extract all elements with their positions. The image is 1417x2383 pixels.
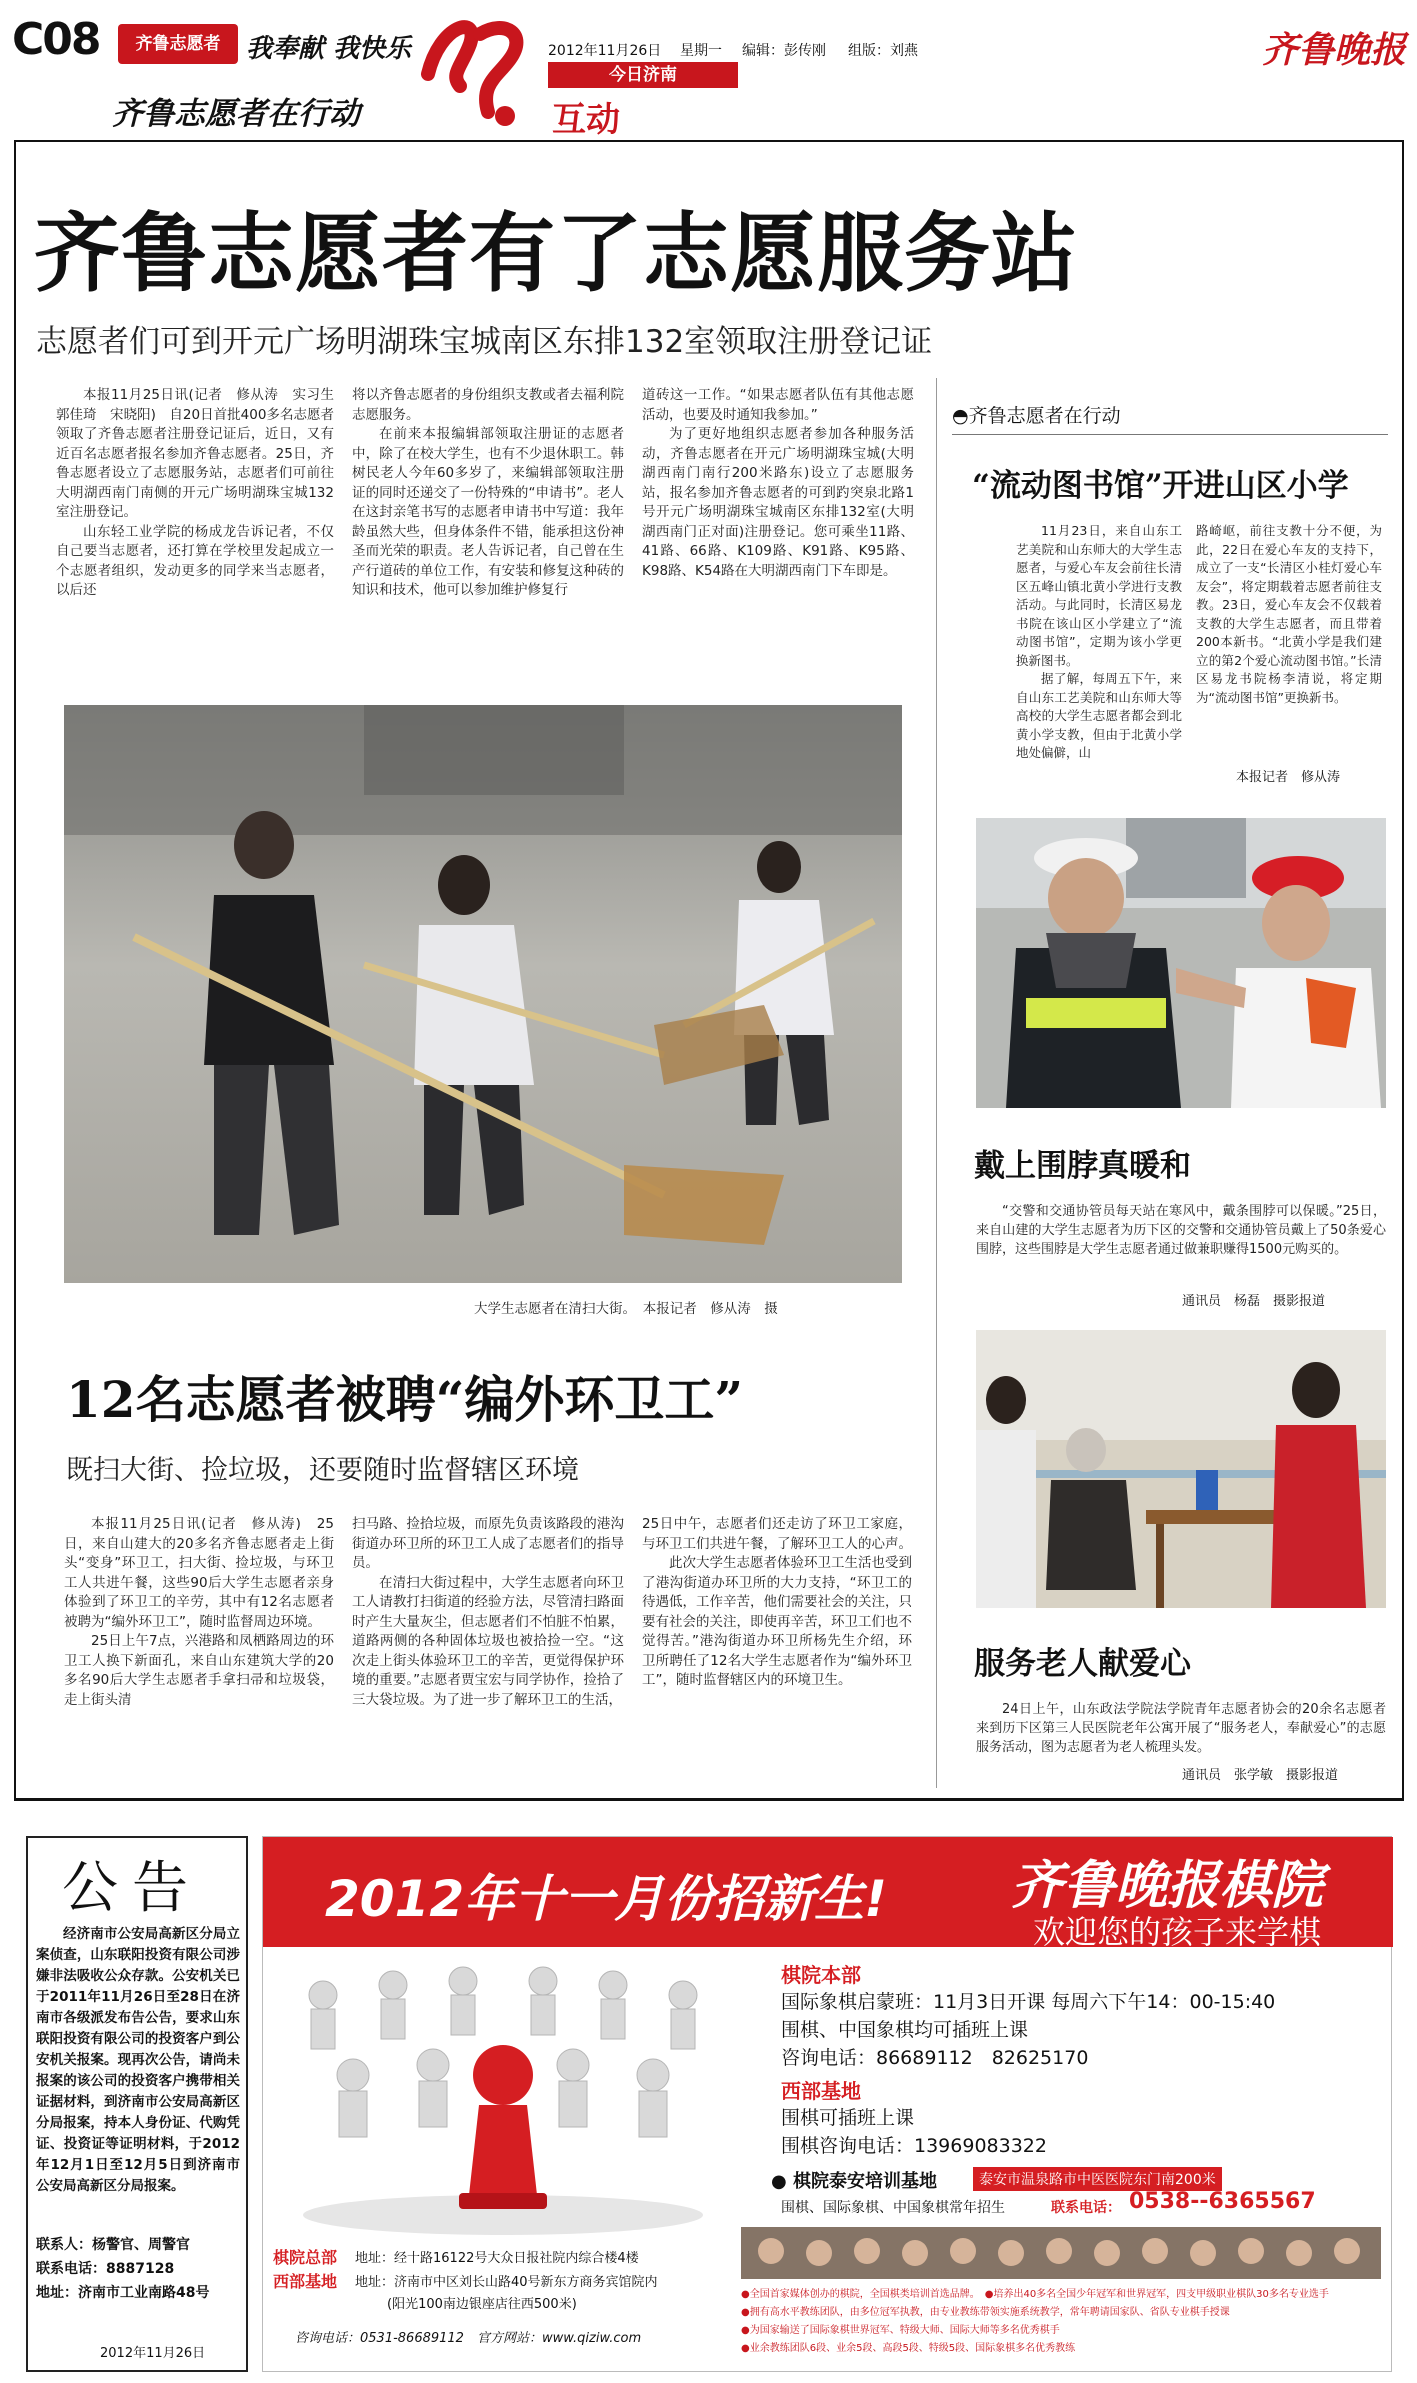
footer-west-address-2: (阳光100南边银座店往西500米) <box>387 2297 577 2312</box>
frame-bottom-rule <box>14 1798 1404 1801</box>
paragraph: 为了更好地组织志愿者参加各种服务活动，齐鲁志愿者在开元广场明湖珠宝城(大明湖西南门南行200米路东)设立了志愿服务站，报名参加齐鲁志愿者的可到趵突泉北路1号开元广场明湖珠宝城南区东排132室(大明湖西南门正对面)注册登记。您可乘坐11路、41路、66路、K109路、K91路、K95路、K98路、K54路在大明湖西南门下车即是。 <box>642 426 914 579</box>
paragraph: 据了解，每周五下午，来自山东工艺美院和山东师大等高校的大学生志愿者都会到北黄小学支教，但由于北黄小学地处偏僻，山 <box>1016 671 1182 760</box>
slogan: 我奉献 我快乐 <box>246 34 412 64</box>
traffic-police-illustration <box>976 818 1386 1108</box>
ad-bullet-4: ●业余教练团队6段、业余5段、高段5段、特级5段、国际象棋多名优秀教练 <box>741 2343 1076 2354</box>
ad-tagline: 欢迎您的孩子来学棋 <box>1033 1913 1322 1951</box>
frame-right-rule <box>1402 140 1404 1800</box>
lead-column-1 <box>56 386 348 666</box>
elderly-photo <box>976 1330 1386 1608</box>
paragraph: 24日上午，山东政法学院法学院青年志愿者协会的20余名志愿者来到历下区第三人民医院老年公寓开展了“服务老人，奉献爱心”的志愿服务活动，图为志愿者为老人梳理头发。 <box>976 1702 1386 1755</box>
second-column-1 <box>64 1515 334 1787</box>
page-number: C08 <box>12 14 100 65</box>
weekday: 星期一 <box>680 43 722 59</box>
second-column-2 <box>352 1515 624 1787</box>
hq-line-3: 咨询电话：86689112 82625170 <box>781 2047 1089 2069</box>
issue-date: 2012年11月26日 <box>548 43 662 59</box>
notice-date: 2012年11月26日 <box>100 2346 206 2361</box>
taian-phone-label: 联系电话： <box>1051 2200 1121 2216</box>
hq-line-1: 国际象棋启蒙班：11月3日开课 每周六下午14：00-15:40 <box>781 1991 1276 2013</box>
notice-contact: 联系人：杨警官、周警官 <box>36 2237 190 2253</box>
taian-courses: 围棋、国际象棋、中国象棋常年招生 <box>781 2200 1005 2216</box>
sidebar-column-label <box>952 401 1121 428</box>
ad-bullet-2: ●拥有高水平教练团队，由多位冠军执教，由专业教练带领实施系统教学，常年聘请国家队、省队专业棋手授课 <box>741 2307 1230 2318</box>
second-column-3 <box>642 1515 912 1787</box>
elderly-care-illustration <box>976 1330 1386 1608</box>
footer-phone: 咨询电话：0531-86689112 官方网站：www.qiziw.com <box>295 2331 642 2346</box>
paragraph: 山东轻工业学院的杨成龙告诉记者，不仅自己要当志愿者，还打算在学校里发起成立一个志愿者组织，发动更多的同学来当志愿者，以后还 <box>56 523 334 598</box>
column-label-text: 齐鲁志愿者在行动 <box>968 405 1121 427</box>
west-line-1: 围棋可插班上课 <box>781 2107 915 2129</box>
volunteer-emblem-icon <box>410 4 540 134</box>
lead-column-3 <box>642 386 914 666</box>
elderly-text <box>976 1700 1386 1762</box>
ad-banner-main: 2012年十一月份招新生! <box>325 1870 887 1928</box>
footer-hq-label: 棋院总部 <box>273 2248 338 2267</box>
ad-banner <box>263 1837 1393 1951</box>
footer-west-address: 地址：济南市中区刘长山路40号新东方商务宾馆院内 <box>355 2275 658 2290</box>
paragraph: 25日中午，志愿者们还走访了环卫工家庭，与环卫工们共进午餐，了解环卫工人的心声。 <box>642 1516 912 1552</box>
footer-hq-address: 地址：经十路16122号大众日报社院内综合楼4楼 <box>355 2251 639 2266</box>
west-label: 西部基地 <box>781 2079 861 2103</box>
hq-label: 棋院本部 <box>781 1963 861 1987</box>
paragraph: 路崎岖，前往支教十分不便，为此，22日在爱心车友的支持下，成立了一支“长清区小桂灯爱心车友会”，将定期载着志愿者前往支教。23日，爱心车友会不仅载着支教的大学生志愿者，而且带着200本新书。“北黄小学是我们建立的第2个爱心流动图书馆。”长清区易龙书院杨李清说，将定期为“流动图书馆”更换新书。 <box>1196 523 1382 705</box>
library-byline: 本报记者 修从涛 <box>1236 770 1341 785</box>
hq-line-2: 围棋、中国象棋均可插班上课 <box>781 2019 1029 2041</box>
volunteer-logo: 齐鲁志愿者 <box>118 24 238 64</box>
notice-box <box>26 1836 248 2372</box>
students-faces-illustration <box>741 2227 1381 2279</box>
notice-address: 地址：济南市工业南路48号 <box>36 2285 210 2301</box>
chess-ad <box>262 1836 1392 2372</box>
taian-address: 泰安市温泉路市中医医院东门南200米 <box>973 2167 1222 2191</box>
layout-editor: 组版：刘燕 <box>848 43 918 59</box>
notice-title: 公告 <box>62 1856 202 1921</box>
elderly-byline: 通讯员 张学敏 摄影报道 <box>1182 1768 1339 1783</box>
ad-bullet-3: ●为国家输送了国际象棋世界冠军、特级大师、国际大师等多名优秀棋手 <box>741 2325 1060 2336</box>
masthead <box>0 0 1417 140</box>
second-subhead: 既扫大街、捡垃圾，还要随时监督辖区环境 <box>66 1455 579 1486</box>
paragraph: 本报11月25日讯(记者 修从涛 实习生 郭佳琦 宋晓阳) 自20日首批400多名志愿者领取了齐鲁志愿者注册登记证后，近日，又有近百名志愿者报名参加齐鲁志愿者。25日，齐鲁志愿者设立了志愿服务站，志愿者们可前往大明湖西南门南侧的开元广场明湖珠宝城132室注册登记。 <box>56 387 348 520</box>
footer-west-label: 西部基地 <box>273 2272 338 2291</box>
paragraph: “交警和交通协管员每天站在寒风中，戴条围脖可以保暖。”25日，来自山建的大学生志愿者为历下区的交警和交通协管员戴上了50条爱心围脖，这些围脖是大学生志愿者通过做兼职赚得1500元购买的。 <box>976 1204 1386 1257</box>
paragraph: 11月23日，来自山东工艺美院和山东师大的大学生志愿者，与爱心车友会前往长清区五峰山镇北黄小学进行支教活动。与此同时，长清区易龙书院在该山区小学建立了“流动图书馆”，定期为该小学更换新图书。 <box>1016 523 1182 668</box>
editor: 编辑：彭传刚 <box>742 43 826 59</box>
subsection: 互动 <box>552 100 620 140</box>
ad-bullet-1: ●全国首家媒体创办的棋院，全国棋类培训首选品牌。 ●培养出40多名全国少年冠军和世界冠军，四支甲级职业棋队30多名专业选手 <box>741 2289 1329 2300</box>
elderly-headline: 服务老人献爱心 <box>974 1646 1191 1682</box>
paragraph: 本报11月25日讯(记者 修从涛) 25日，来自山建大的20多名齐鲁志愿者走上街头“变身”环卫工，扫大街、捡垃圾，与环卫工人共进午餐，这些90后大学生志愿者亲身体验到了环卫工的辛劳，其中有12名志愿者被聘为“编外环卫工”，随时监督周边环境。 <box>64 1516 334 1630</box>
lead-headline: 齐鲁志愿者有了志愿服务站 <box>34 203 1078 304</box>
paragraph: 25日上午7点，兴港路和凤栖路周边的环卫工人换下新面孔，来自山东建筑大学的20多名90后大学生志愿者手拿扫帚和垃圾袋，走上街头清 <box>64 1633 334 1708</box>
west-line-2: 围棋咨询电话：13969083322 <box>781 2135 1047 2157</box>
paragraph: 在清扫大街过程中，大学生志愿者向环卫工人请教打扫街道的经验方法，尽管清扫路面时产生大量灰尘，但志愿者们不怕脏不怕累，道路两侧的各种固体垃圾也被拾捡一空。“这次走上街头体验环卫工的辛苦，更觉得保护环境的重要。”志愿者贾宝宏与同学协作，捡拾了三大袋垃圾。为了进一步了解环卫工的生活， <box>352 1574 624 1708</box>
frame-top-rule <box>14 140 1404 142</box>
paper-name: 齐鲁晚报 <box>1262 29 1407 71</box>
notice-body: 经济南市公安局高新区分局立案侦查，山东联阳投资有限公司涉嫌非法吸收公众存款。公安机关已于2011年11月26日至28日在济南市各级派发布告公告，要求山东联阳投资有限公司的投资客户到公安机关报案。现再次公告，请尚未报案的该公司的投资客户携带相关证据材料，到济南市公安局高新区分局报案，持本人身份证、代购凭证、投资证等证明材料，于2012年12月1日至12月5日到济南市公安局高新区分局报案。 <box>36 1926 240 2194</box>
taian-label: ● 棋院泰安培训基地 <box>771 2171 937 2192</box>
photo-caption: 大学生志愿者在清扫大街。 本报记者 修从涛 摄 <box>474 1301 778 1317</box>
taian-phone: 0538--6365567 <box>1129 2189 1316 2214</box>
second-headline: 12名志愿者被聘“编外环卫工” <box>66 1370 744 1429</box>
scarf-headline: 戴上围脖真暖和 <box>974 1148 1191 1184</box>
chess-pieces-illustration <box>283 1955 723 2245</box>
scarf-byline: 通讯员 杨磊 摄影报道 <box>1182 1294 1326 1309</box>
students-photo-strip <box>741 2227 1381 2279</box>
scarf-photo <box>976 818 1386 1108</box>
sweeping-photo <box>64 705 902 1283</box>
notice-phone: 联系电话：8887128 <box>36 2261 175 2277</box>
ad-brand: 齐鲁晚报棋院 <box>1011 1855 1324 1916</box>
library-column-2 <box>1196 522 1382 762</box>
scarf-text <box>976 1202 1386 1282</box>
paragraph: 此次大学生志愿者体验环卫工生活也受到了港沟街道办环卫所的大力支持，“环卫工的待遇低，工作辛苦，他们需要社会的关注，只要有社会的关注，即使再辛苦，环卫工们也不觉得苦。”港沟街道办环卫所杨先生介绍，环卫所聘任了12名大学生志愿者作为“编外环卫工”，随时监督辖区内的环境卫生。 <box>642 1555 912 1688</box>
paragraph: 将以齐鲁志愿者的身份组织支教或者去福利院志愿服务。 <box>352 387 624 423</box>
street-sweeping-illustration <box>64 705 902 1283</box>
frame-left-rule <box>14 140 16 1800</box>
paragraph: 扫马路、捡拾垃圾，而原先负责该路段的港沟街道办环卫所的环卫工人成了志愿者们的指导员。 <box>352 1516 624 1571</box>
section-bar: 今日济南 <box>548 62 738 88</box>
red-pawn-icon <box>459 2045 547 2209</box>
paragraph: 道砖这一工作。“如果志愿者队伍有其他志愿活动，也要及时通知我参加。” <box>642 387 914 423</box>
sidebar-divider <box>936 378 937 1788</box>
lead-column-2 <box>352 386 624 666</box>
library-column-1 <box>1016 522 1182 784</box>
sidebar-label-rule <box>952 434 1388 435</box>
column-title: 齐鲁志愿者在行动 <box>112 96 360 132</box>
bullet-icon: ◓ <box>952 405 969 427</box>
paragraph: 在前来本报编辑部领取注册证的志愿者中，除了在校大学生，也有不少退休职工。韩树民老人今年60多岁了，来编辑部领取注册证的同时还递交了一份特殊的“申请书”。老人在这封亲笔书写的志愿者申请书中写道：我年龄虽然大些，但身体条件不错，能承担这份神圣而光荣的职责。老人告诉记者，自己曾在生产行道砖的单位工作，有安装和修复这种砖的知识和技术，他可以参加维护修复行 <box>352 426 624 598</box>
lead-subhead: 志愿者们可到开元广场明湖珠宝城南区东排132室领取注册登记证 <box>36 324 933 360</box>
library-headline: “流动图书馆”开进山区小学 <box>972 468 1349 504</box>
